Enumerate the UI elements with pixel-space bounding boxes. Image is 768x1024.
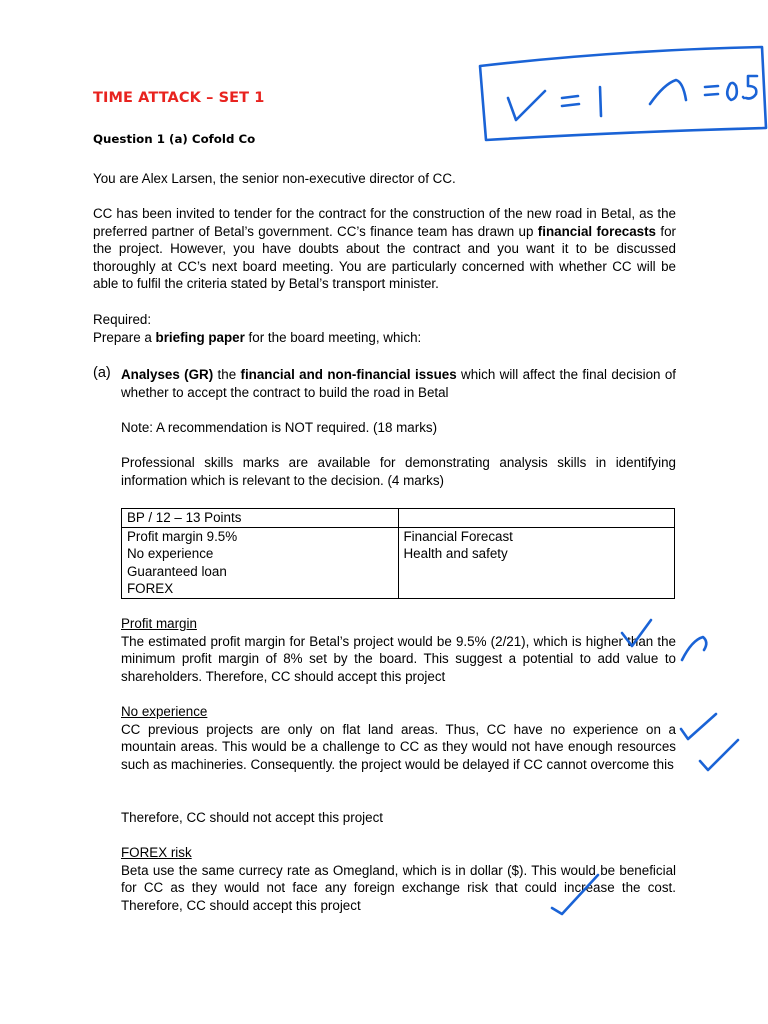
required-text: Prepare a briefing paper for the board meeting, which: [93,329,422,345]
intro-paragraph: You are Alex Larsen, the senior non-executive director of CC. [93,171,456,186]
table-header-row [122,509,675,528]
section-profit-margin [121,615,676,685]
table-item: No experience [127,546,214,562]
page-title: TIME ATTACK – SET 1 [93,90,265,106]
required-label: Required: [93,312,152,327]
half-mark-icon [682,637,706,660]
section-body: The estimated profit margin for Betal’s project would be 9.5% (2/21), which is higher than the minimum profit margin of 8% set by the board. This suggest a potential to add value to shareholders. Therefore, CC should accept this project [121,633,676,684]
question-title: Question 1 (a) Cofold Co [93,132,256,146]
section-conclusion: Therefore, CC should not accept this project [121,810,383,825]
section-forex-risk [121,844,676,914]
table-item: Health and safety [403,546,508,562]
section-body: CC previous projects are only on flat land areas. Thus, CC have no experience on a mountain areas. This would be a challenge to CC as they would not have enough resources such as machineries. Consequently. the project would be delayed if CC cannot overcome this [121,721,676,772]
skills-paragraph: Professional skills marks are available for demonstrating analysis skills in identifying information which is relevant to the decision. (4 marks) [121,455,676,488]
required-block [93,311,676,346]
part-a-label: (a) [93,365,111,381]
part-a-text: Analyses (GR) the financial and non-financial issues which will affect the final decision of whether to accept the contract to build the road in Betal [121,367,677,400]
table-header-right [398,509,675,528]
note-text: Note: A recommendation is NOT required. (18 marks) [121,420,438,435]
table-item: Profit margin 9.5% [127,528,238,544]
points-table [121,508,675,599]
scenario-paragraph: CC has been invited to tender for the contract for the construction of the new road in Betal, as the preferred partner of Betal’s government. CC’s finance team has drawn up financial forecasts for the project. However, you have doubts about the contract and you want it to be discussed thoroughly at CC’s next board meeting. You are particularly concerned with whether CC will be able to fulfil the criteria stated by Betal’s transport minister. [93,206,676,292]
section-heading: Profit margin [121,616,197,631]
check-mark-icon [700,740,738,770]
check-mark-icon [681,714,716,739]
table-item: Financial Forecast [403,528,513,544]
table-header-left: BP / 12 – 13 Points [122,509,399,528]
table-body-row [122,527,675,598]
table-item: FOREX [127,581,174,597]
table-item: Guaranteed loan [127,563,227,579]
handwriting-legend-box [480,47,766,140]
section-heading: No experience [121,704,208,719]
table-left-cell [122,527,399,598]
section-no-experience [121,703,676,773]
section-body: Beta use the same currecy rate as Omegland, which is in dollar ($). This would be beneficial for CC as they would not face any foreign exchange risk that could increase the cost. Therefore, CC should accept this project [121,862,676,913]
section-heading: FOREX risk [121,845,192,860]
table-right-cell [398,527,675,598]
